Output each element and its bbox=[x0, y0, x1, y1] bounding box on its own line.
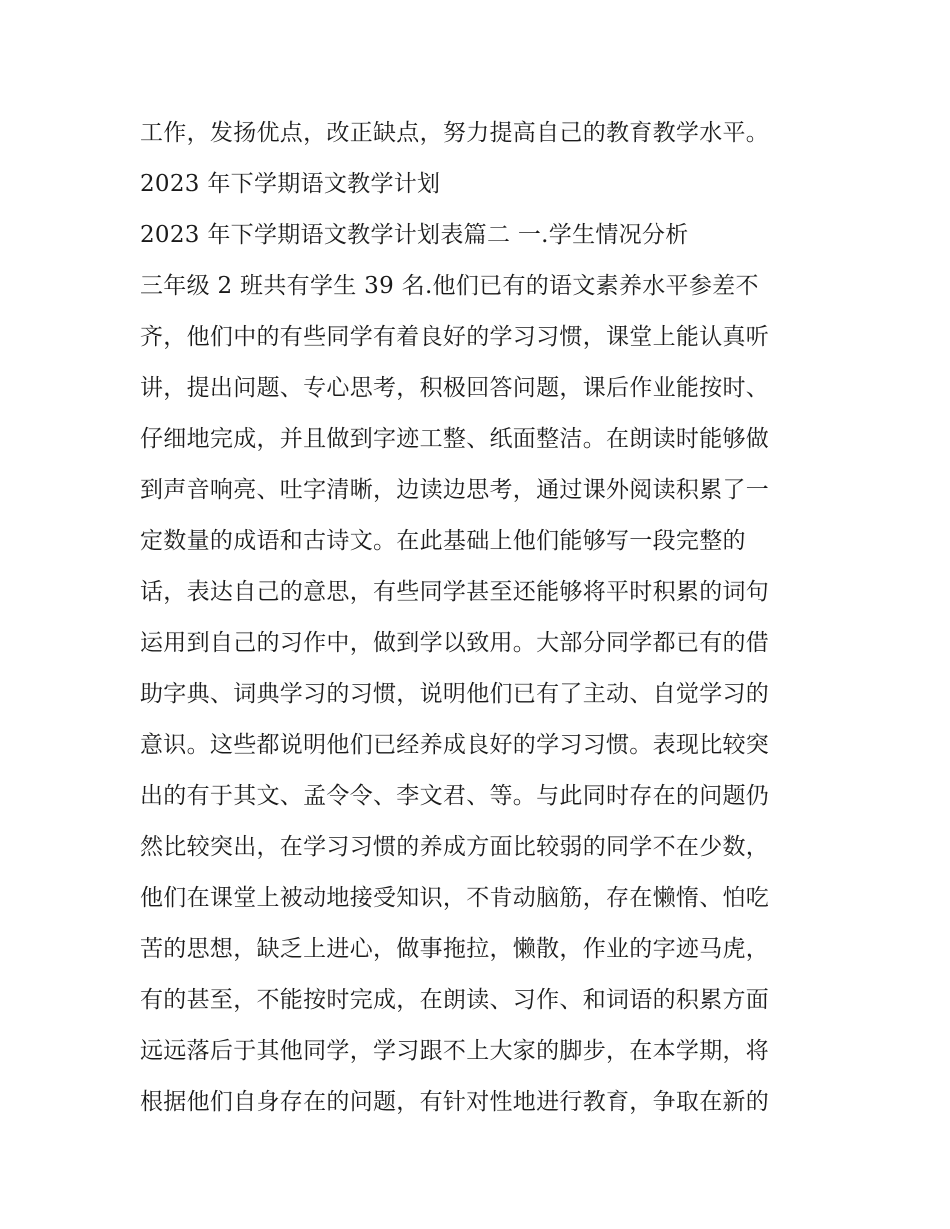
text-line: 三年级 2 班共有学生 39 名.他们已有的语文素养水平参差不 bbox=[140, 273, 759, 299]
text-line: 根据他们自身存在的问题，有针对性地进行教育，争取在新的 bbox=[140, 1089, 770, 1115]
text-line: 话，表达自己的意思，有些同学甚至还能够将平时积累的词句 bbox=[140, 579, 770, 605]
section-title: 2023 年下学期语文教学计划 bbox=[140, 171, 441, 197]
text-line: 远远落后于其他同学，学习跟不上大家的脚步，在本学期，将 bbox=[140, 1038, 770, 1064]
text-line: 苦的思想，缺乏上进心，做事拖拉，懒散，作业的字迹马虎， bbox=[140, 936, 770, 962]
text-line: 到声音响亮、吐字清晰，边读边思考，通过课外阅读积累了一 bbox=[140, 477, 770, 503]
text-line: 意识。这些都说明他们已经养成良好的学习习惯。表现比较突 bbox=[140, 732, 770, 758]
text-line: 有的甚至，不能按时完成，在朗读、习作、和词语的积累方面 bbox=[140, 987, 770, 1013]
text-line: 助字典、词典学习的习惯，说明他们已有了主动、自觉学习的 bbox=[140, 681, 770, 707]
text-line: 他们在课堂上被动地接受知识，不肯动脑筋，存在懒惰、怕吃 bbox=[140, 885, 770, 911]
document-body bbox=[140, 108, 820, 1128]
text-line: 讲，提出问题、专心思考，积极回答问题，课后作业能按时、 bbox=[140, 375, 770, 401]
text-line: 定数量的成语和古诗文。在此基础上他们能够写一段完整的 bbox=[140, 528, 746, 554]
text-line: 然比较突出，在学习习惯的养成方面比较弱的同学不在少数， bbox=[140, 834, 770, 860]
text-line: 工作，发扬优点，改正缺点，努力提高自己的教育教学水平。 bbox=[140, 120, 770, 146]
text-line: 仔细地完成，并且做到字迹工整、纸面整洁。在朗读时能够做 bbox=[140, 426, 770, 452]
text-line: 齐，他们中的有些同学有着良好的学习习惯，课堂上能认真听 bbox=[140, 324, 770, 350]
text-line: 出的有于其文、孟令令、李文君、等。与此同时存在的问题仍 bbox=[140, 783, 770, 809]
section-heading: 2023 年下学期语文教学计划表篇二 一.学生情况分析 bbox=[140, 222, 689, 248]
text-line: 运用到自己的习作中，做到学以致用。大部分同学都已有的借 bbox=[140, 630, 770, 656]
